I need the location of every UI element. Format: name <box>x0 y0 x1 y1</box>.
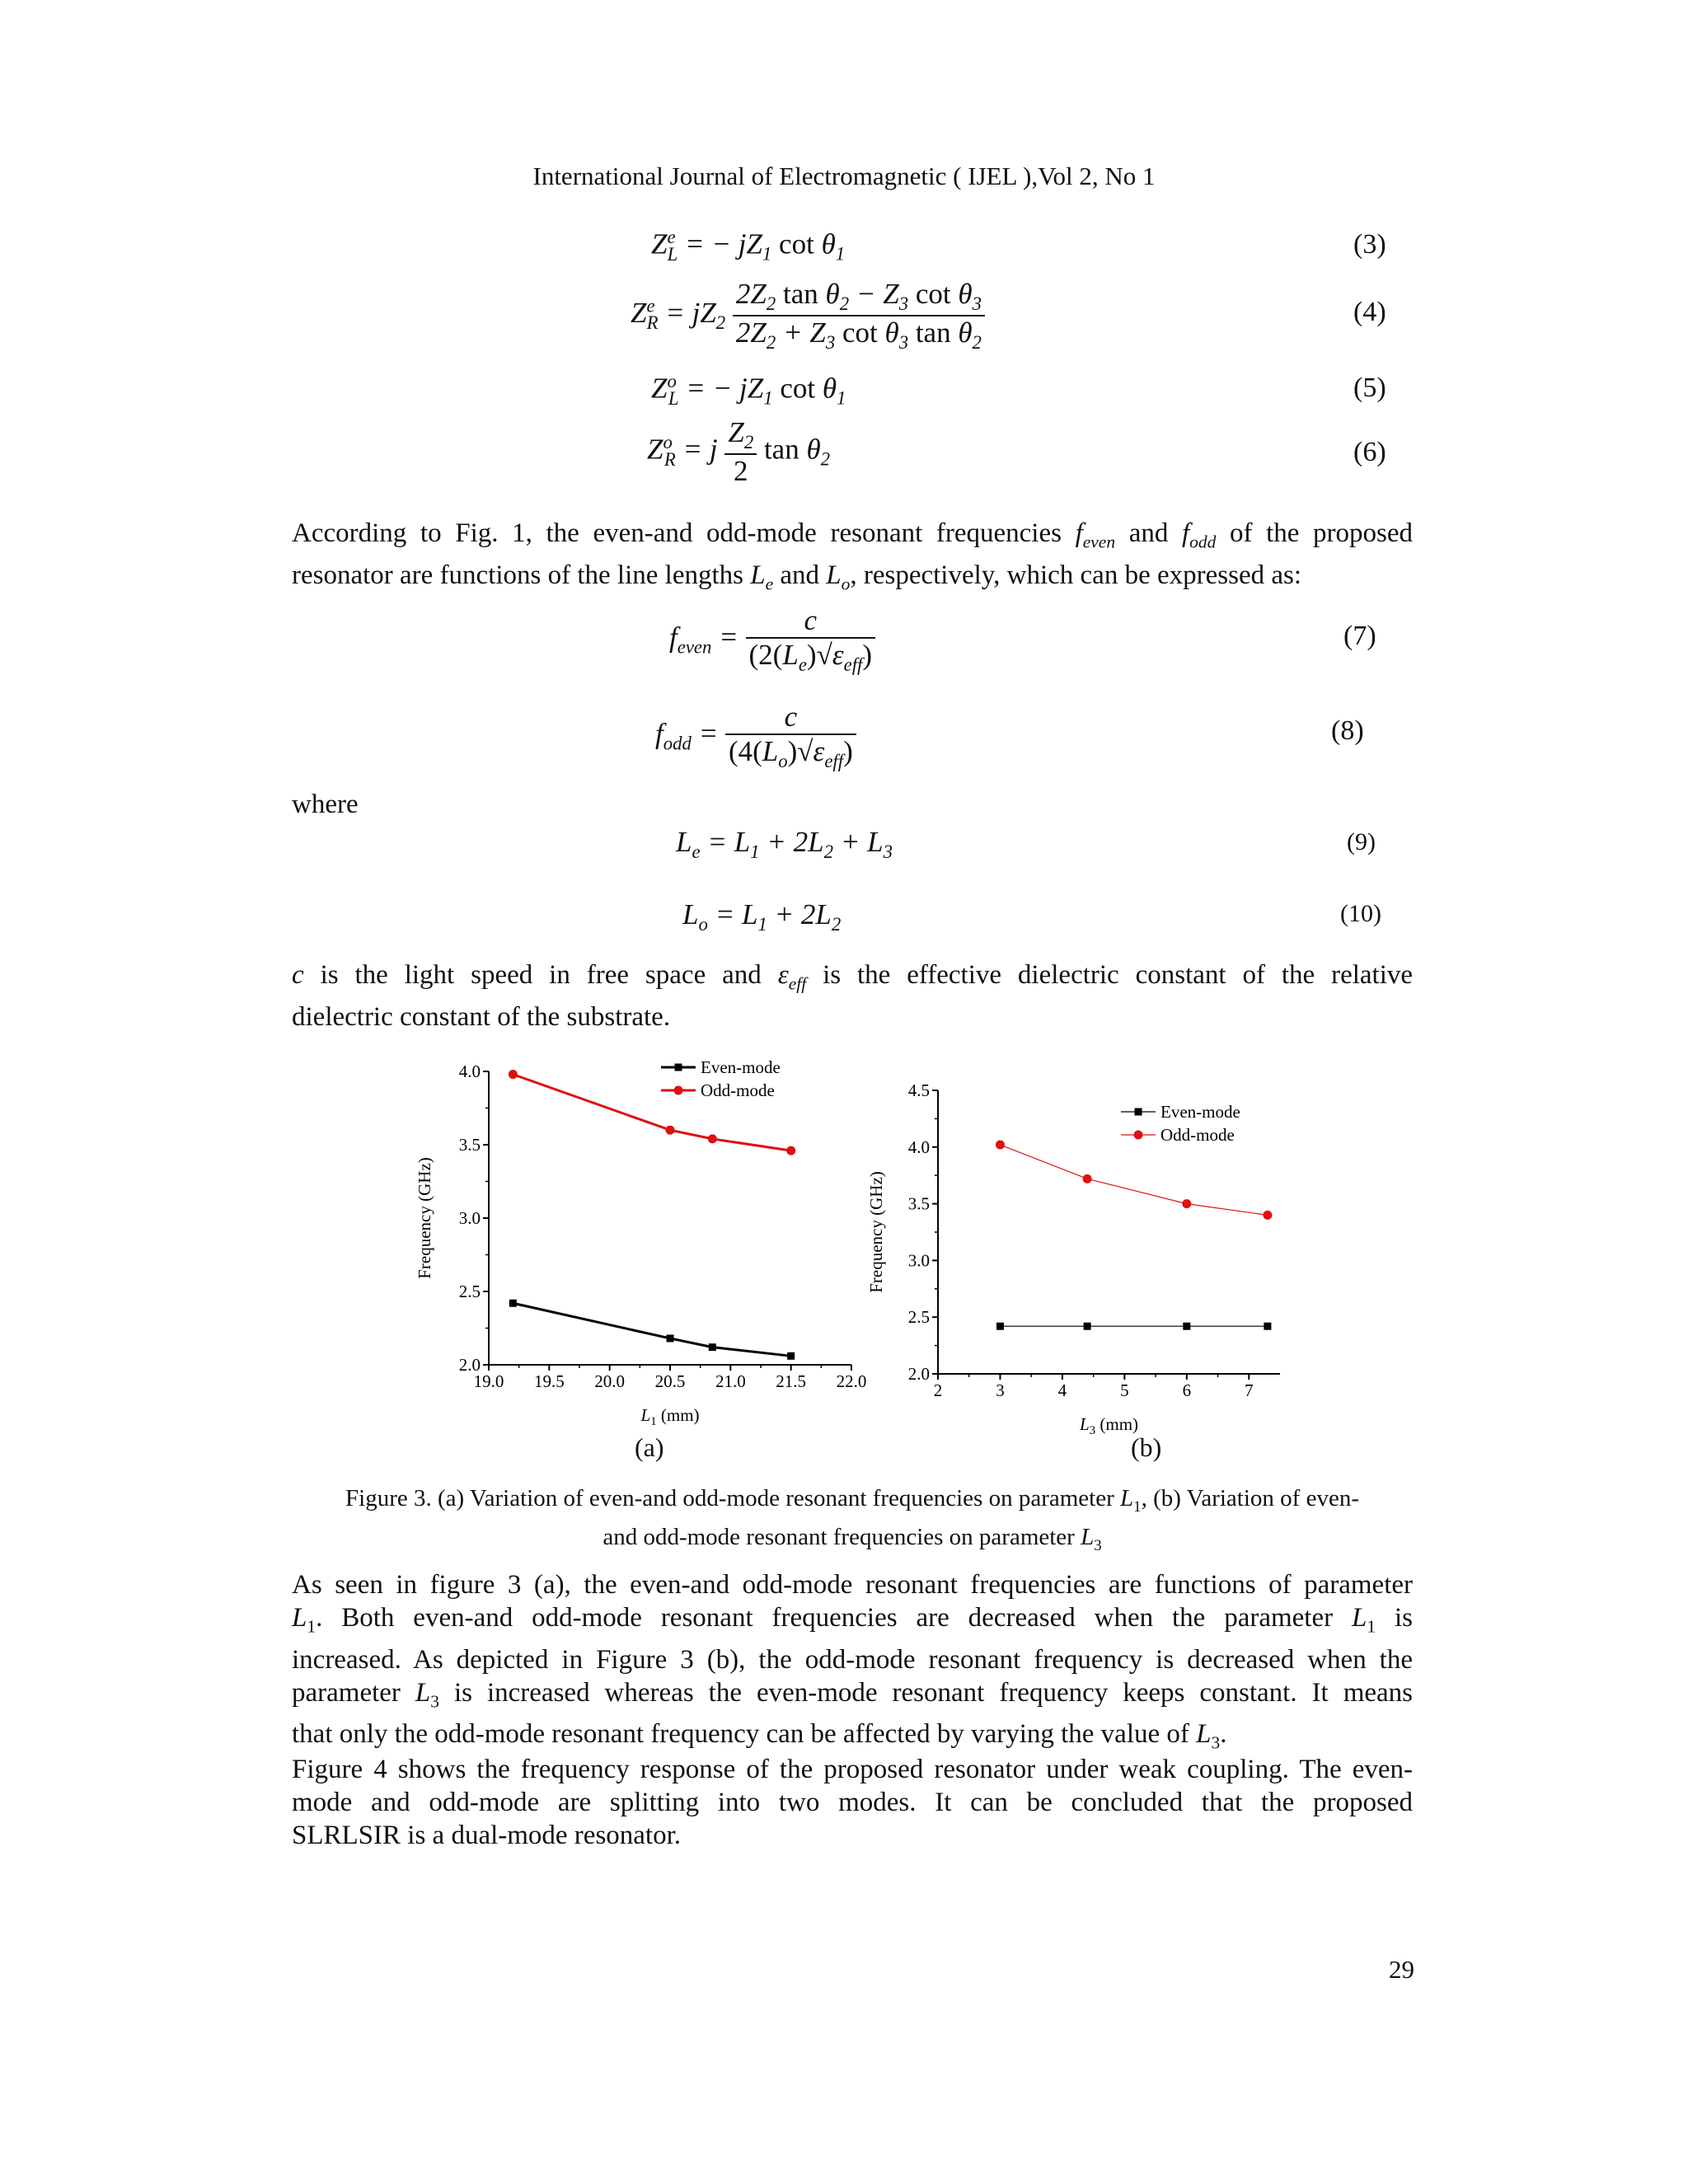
legend-marker <box>1134 1131 1143 1140</box>
figure-3b-chart <box>865 1055 1302 1434</box>
y-axis-label: Frequency (GHz) <box>415 1157 434 1279</box>
equation-3: $Z^e_L$ = − $jZ_1$ $\cot \theta_1$ <box>651 227 846 265</box>
odd-mode-point <box>1182 1199 1191 1208</box>
legend-marker <box>1135 1108 1142 1116</box>
equation-8: $f_{odd}$ = $\frac{c}{(4(L_o)√\varepsilon_{eff})}$ <box>655 701 856 772</box>
x-tick-label: 19.5 <box>533 1371 565 1391</box>
x-tick-label: 4 <box>1057 1380 1067 1400</box>
y-tick-label: 3.5 <box>907 1193 930 1214</box>
even-mode-point <box>787 1352 795 1360</box>
legend-label: Odd-mode <box>1160 1125 1235 1145</box>
y-axis-label: Frequency (GHz) <box>866 1171 886 1293</box>
where-label: where <box>292 790 359 819</box>
y-tick-label: 2.5 <box>458 1282 481 1301</box>
paragraph-3: As seen in figure 3 (a), the even-and odd-mode resonant frequencies are functions of parameter $L_1$. Both even-and odd-mode resonant frequencies are decreased when the parameter $L_1$ is increased. As depicted in Figure 3 (b), the odd-mode resonant frequency is decreased when the parameter $L_3$ is increased whereas the even-mode resonant frequency keeps constant. It means that only the odd-mode resonant frequency can be affected by varying the value of $L_3$. <box>292 1570 1414 1753</box>
series-line-odd-mode <box>1000 1145 1267 1215</box>
x-axis-label: $L_3$ (mm) <box>1079 1414 1139 1434</box>
page-number: 29 <box>1389 1955 1414 1984</box>
equation-4: $Z^e_R = jZ_2$ $\frac{2Z_2 \tan \theta_2 - Z_3 \cot \theta_3}{2Z_2 + Z_3 \cot \theta_3 \tan \theta_2}$ <box>631 278 985 354</box>
equation-5: $Z^o_L$ = − $jZ_1$ $\cot \theta_1$ <box>651 371 846 409</box>
y-tick-label: 2.0 <box>458 1355 481 1375</box>
y-tick-label: 4.5 <box>907 1080 930 1100</box>
figure-3b-label: (b) <box>1131 1432 1162 1462</box>
x-axis-label: $L_1$ (mm) <box>640 1405 700 1428</box>
paragraph-1: According to Fig. 1, the even-and odd-mode resonant frequencies $f_{even}$ and $f_{odd}$ of the proposed resonator are functions of the line lengths $L_e$ and $L_o$, respectively, which can be expressed as: <box>292 518 1414 594</box>
y-tick-label: 3.0 <box>458 1208 481 1228</box>
equation-7-number: (7) <box>1343 621 1376 651</box>
x-tick-label: 21.0 <box>715 1371 746 1391</box>
even-mode-point <box>509 1300 517 1307</box>
y-tick-label: 4.0 <box>907 1137 930 1157</box>
equation-7: $f_{even}$ = $\frac{c}{(2(L_e)√\varepsilon_{eff})}$ <box>669 604 875 676</box>
x-tick-label: 7 <box>1245 1380 1254 1400</box>
equation-10: $L_o = L_1 + 2L_2$ <box>682 898 842 935</box>
figure-3a-label: (a) <box>635 1432 664 1462</box>
odd-mode-point <box>786 1146 795 1155</box>
equation-10-number: (10) <box>1340 900 1381 927</box>
legend-marker <box>675 1064 682 1071</box>
legend-label: Odd-mode <box>701 1080 775 1100</box>
even-mode-point <box>667 1334 674 1342</box>
equation-3-number: (3) <box>1353 229 1386 260</box>
equation-6: $Z^o_R = j$ $\frac{Z_2}{2}$ $\tan \theta_2$ <box>647 416 831 487</box>
running-header: International Journal of Electromagnetic ( IJEL ),Vol 2, No 1 <box>532 162 1156 190</box>
paragraph-4: Figure 4 shows the frequency response of the proposed resonator under weak coupling. The even- mode and odd-mode are splitting into two modes. It can be concluded that the proposed SLRLSIR is a dual-mode resonator. <box>292 1755 1413 1850</box>
odd-mode-point <box>996 1141 1005 1150</box>
odd-mode-point <box>666 1126 675 1135</box>
x-tick-label: 2 <box>933 1380 943 1400</box>
x-tick-label: 22.0 <box>836 1371 867 1391</box>
legend-label: Even-mode <box>1160 1102 1240 1122</box>
x-tick-label: 19.0 <box>473 1371 504 1391</box>
x-tick-label: 6 <box>1182 1380 1192 1400</box>
x-tick-label: 21.5 <box>776 1371 807 1391</box>
figure-3a-chart <box>412 1055 874 1434</box>
odd-mode-point <box>1263 1211 1272 1220</box>
equation-8-number: (8) <box>1331 715 1364 746</box>
odd-mode-point <box>708 1134 717 1143</box>
even-mode-point <box>709 1343 716 1351</box>
figure-3-caption: Figure 3. (a) Variation of even-and odd-mode resonant frequencies on parameter $L_1$, (b) Variation of even- and odd-mode resonant frequencies on parameter $L_3$ <box>345 1485 1359 1554</box>
y-tick-label: 4.0 <box>458 1062 481 1081</box>
equation-6-number: (6) <box>1353 437 1386 467</box>
y-tick-label: 2.5 <box>907 1307 930 1328</box>
even-mode-point <box>1264 1323 1271 1330</box>
y-tick-label: 3.5 <box>458 1135 481 1155</box>
x-tick-label: 20.5 <box>654 1371 686 1391</box>
x-tick-label: 5 <box>1120 1380 1129 1400</box>
equation-5-number: (5) <box>1353 373 1386 403</box>
equation-9: $L_e = L_1 + 2L_2 + L_3$ <box>676 826 893 862</box>
odd-mode-point <box>509 1070 518 1079</box>
paragraph-2: c is the light speed in free space and $\varepsilon_{eff}$ is the effective dielectric constant of the relative dielectric constant of the substrate. <box>292 960 1414 1032</box>
legend-marker <box>674 1086 683 1095</box>
even-mode-point <box>1084 1323 1091 1330</box>
equation-4-number: (4) <box>1353 297 1386 327</box>
y-tick-label: 3.0 <box>907 1250 930 1271</box>
odd-mode-point <box>1083 1174 1092 1183</box>
x-tick-label: 20.0 <box>594 1371 626 1391</box>
even-mode-point <box>996 1323 1004 1330</box>
equation-9-number: (9) <box>1347 828 1376 855</box>
x-tick-label: 3 <box>996 1380 1005 1400</box>
even-mode-point <box>1183 1323 1190 1330</box>
series-line-even-mode <box>513 1303 790 1356</box>
legend-label: Even-mode <box>701 1057 781 1077</box>
y-tick-label: 2.0 <box>907 1364 930 1384</box>
